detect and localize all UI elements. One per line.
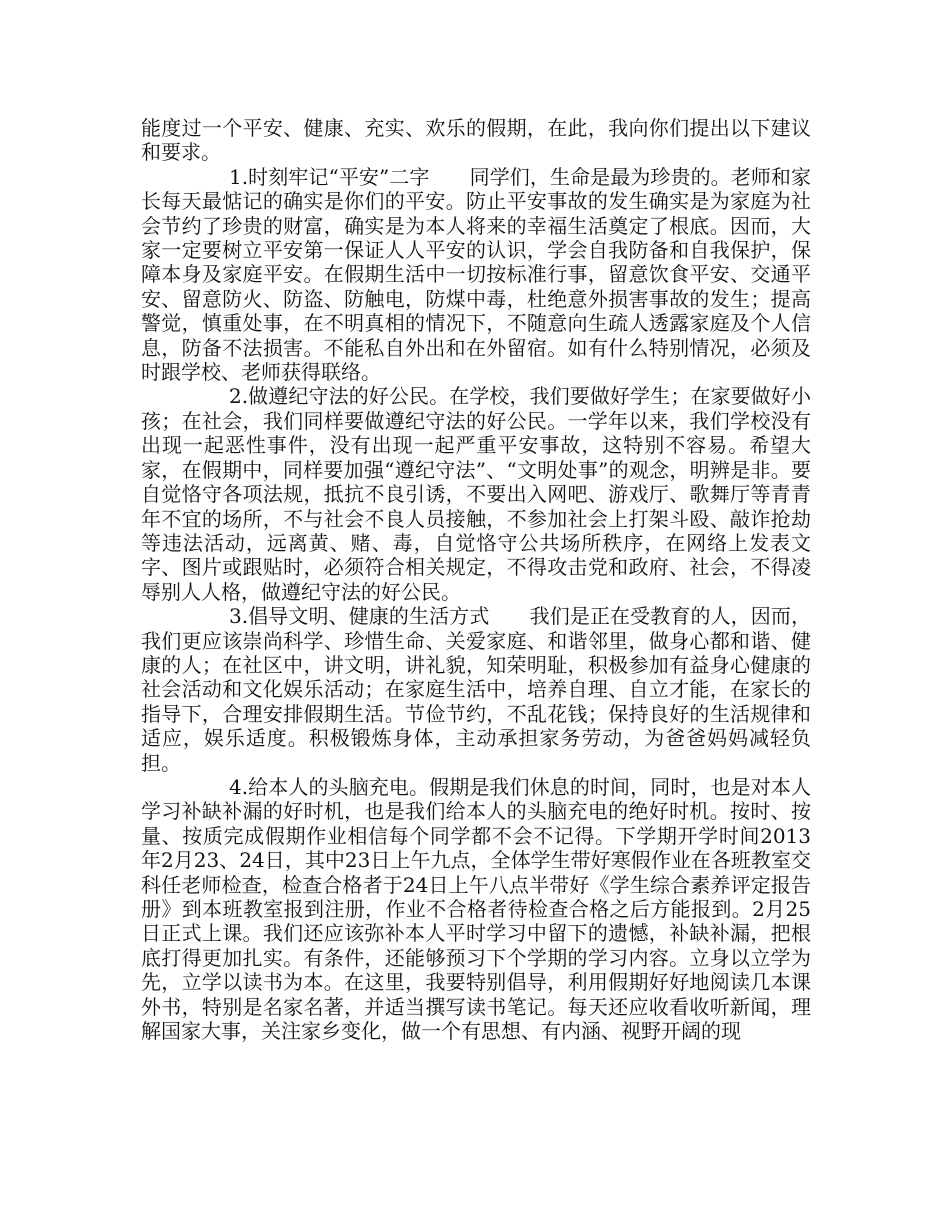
paragraph-study: 4.给本人的头脑充电。假期是我们休息的时间，同时，也是对本人学习补缺补漏的好时机，也是我们给本人的头脑充电的绝好时机。按时、按量、按质完成假期作业相信每个同学都不会不记得。下学期开学时间2013年2月23、24日，其中23日上午九点，全体学生带好寒假作业在各班教室交科任老师检查，检查合格者于24日上午八点半带好《学生综合素养评定报告册》到本班教室报到注册，作业不合格者待检查合格之后方能报到。2月25日正式上课。我们还应该弥补本人平时学习中留下的遗憾，补缺补漏，把根底打得更加扎实。有条件，还能够预习下个学期的学习内容。立身以立学为先，立学以读书为本。在这里，我要特别倡导，利用假期好好地阅读几本课外书，特别是名家名著，并适当撰写读书笔记。每天还应收看收听新闻，理解国家大事，关注家乡变化，做一个有思想、有内涵、视野开阔的现	[141, 774, 811, 1044]
paragraph-healthy-lifestyle: 3.倡导文明、健康的生活方式 我们是正在受教育的人，因而，我们更应该崇尚科学、珍惜生命、关爱家庭、和谐邻里，做身心都和谐、健康的人；在社区中，讲文明，讲礼貌，知荣明耻，积极参加有益身心健康的社会活动和文化娱乐活动；在家庭生活中，培养自理、自立才能，在家长的指导下，合理安排假期生活。节俭节约，不乱花钱；保持良好的生活规律和适应，娱乐适度。积极锻炼身体，主动承担家务劳动，为爸爸妈妈减轻负担。	[141, 604, 811, 775]
paragraph-safety: 1.时刻牢记“平安”二字 同学们，生命是最为珍贵的。老师和家长每天最惦记的确实是你们的平安。防止平安事故的发生确实是为家庭为社会节约了珍贵的财富，确实是为本人将来的幸福生活奠定了根底。因而，大家一定要树立平安第一保证人人平安的认识，学会自我防备和自我保护，保障本身及家庭平安。在假期生活中一切按标准行事，留意饮食平安、交通平安、留意防火、防盗、防触电，防煤中毒，杜绝意外损害事故的发生；提高警觉，慎重处事，在不明真相的情况下，不随意向生疏人透露家庭及个人信息，防备不法损害。不能私自外出和在外留宿。如有什么特别情况，必须及时跟学校、老师获得联络。	[141, 164, 811, 385]
paragraph-law-abiding: 2.做遵纪守法的好公民。在学校，我们要做好学生；在家要做好小孩；在社会，我们同样要做遵纪守法的好公民。一学年以来，我们学校没有出现一起恶性事件，没有出现一起严重平安事故，这特别不容易。希望大家，在假期中，同样要加强“遵纪守法”、“文明处事”的观念，明辨是非。要自觉恪守各项法规，抵抗不良引诱，不要出入网吧、游戏厅、歌舞厅等青青年不宜的场所，不与社会不良人员接触，不参加社会上打架斗殴、敲诈抢劫等违法活动，远离黄、赌、毒，自觉恪守公共场所秩序，在网络上发表文字、图片或跟贴时，必须符合相关规定，不得攻击党和政府、社会，不得凌辱别人人格，做遵纪守法的好公民。	[141, 384, 811, 604]
paragraph-intro: 能度过一个平安、健康、充实、欢乐的假期，在此，我向你们提出以下建议和要求。	[141, 116, 811, 165]
document-body	[141, 116, 811, 1043]
